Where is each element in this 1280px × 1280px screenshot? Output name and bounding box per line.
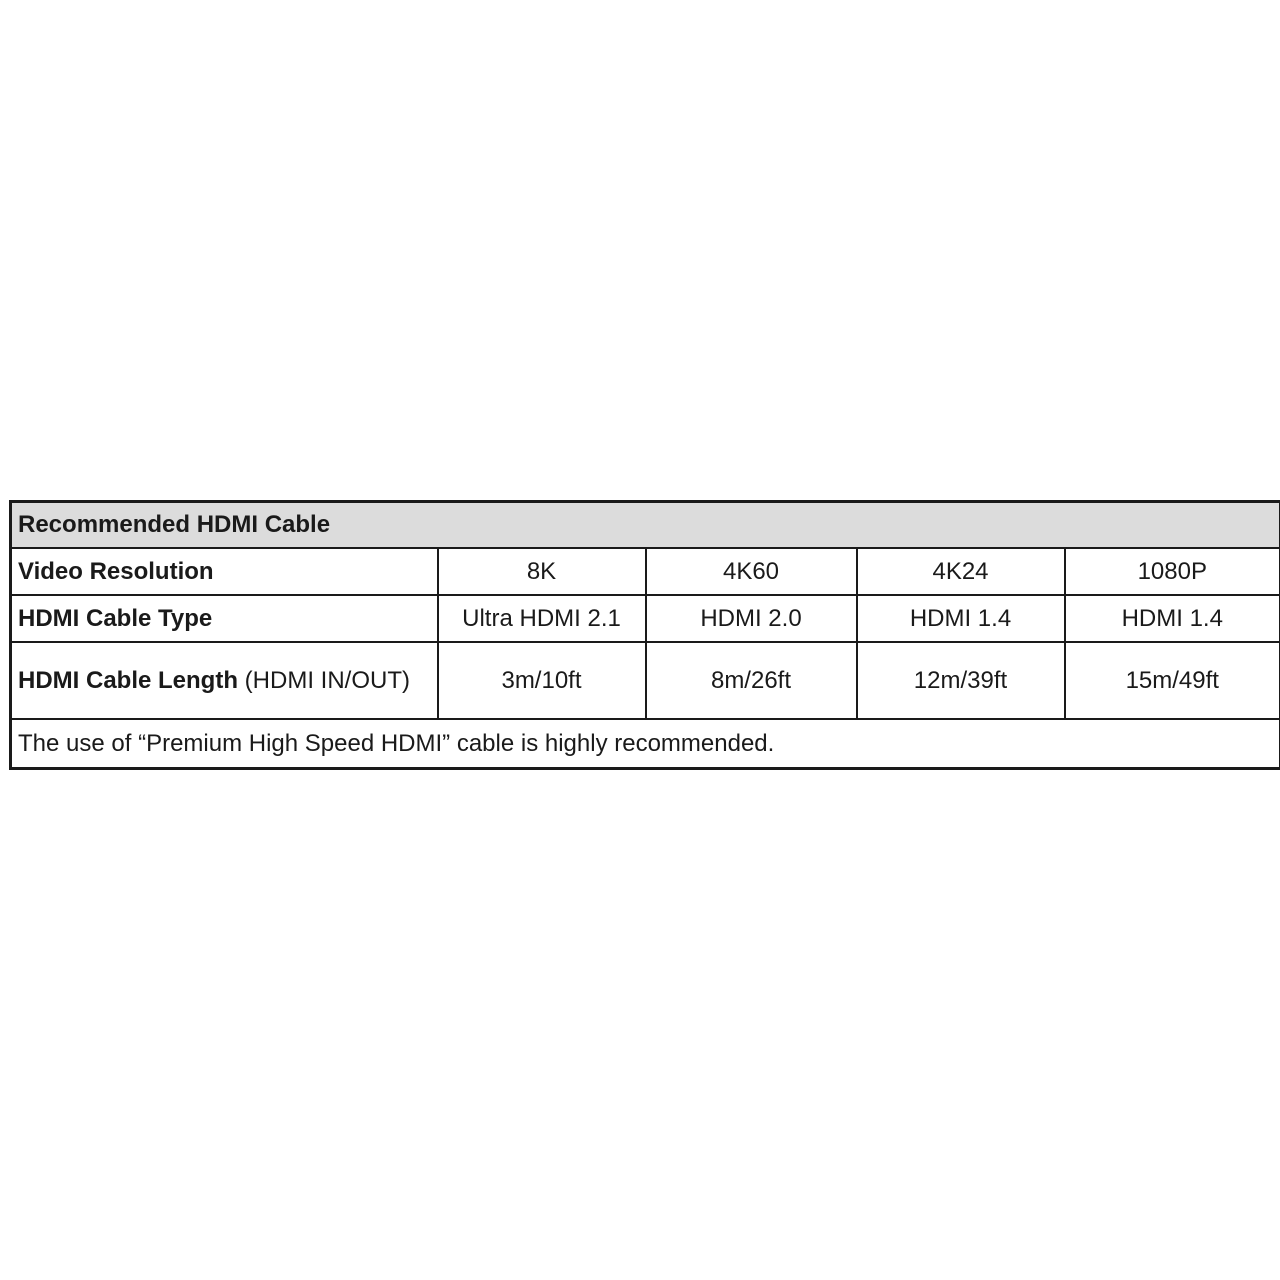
table-row-cable-length [11,642,1280,719]
table-cell: 15m/49ft [1065,642,1280,719]
table-cell: Ultra HDMI 2.1 [438,595,646,642]
table-note: The use of “Premium High Speed HDMI” cable is highly recommended. [11,719,1280,769]
table-cell: HDMI 1.4 [857,595,1065,642]
row-label: Video Resolution [18,557,214,585]
table-cell: 3m/10ft [438,642,646,719]
row-label-cell [11,595,438,642]
table-cell: 4K24 [857,548,1065,595]
row-label: HDMI Cable Type [18,604,213,632]
table-title-row [11,502,1280,549]
table-title: Recommended HDMI Cable [11,502,1280,549]
table-cell: 1080P [1065,548,1280,595]
table-cell: HDMI 1.4 [1065,595,1280,642]
table-row-video-resolution [11,548,1280,595]
row-label-cell [11,642,438,719]
hdmi-cable-table [9,500,1280,770]
table-cell: 8K [438,548,646,595]
table-cell: 12m/39ft [857,642,1065,719]
table-row-cable-type [11,595,1280,642]
table-cell: 4K60 [646,548,857,595]
row-label-cell [11,548,438,595]
table-cell: HDMI 2.0 [646,595,857,642]
table-cell: 8m/26ft [646,642,857,719]
row-label: HDMI Cable Length [18,666,238,694]
table-note-row [11,719,1280,769]
row-label-suffix: (HDMI IN/OUT) [238,666,410,694]
